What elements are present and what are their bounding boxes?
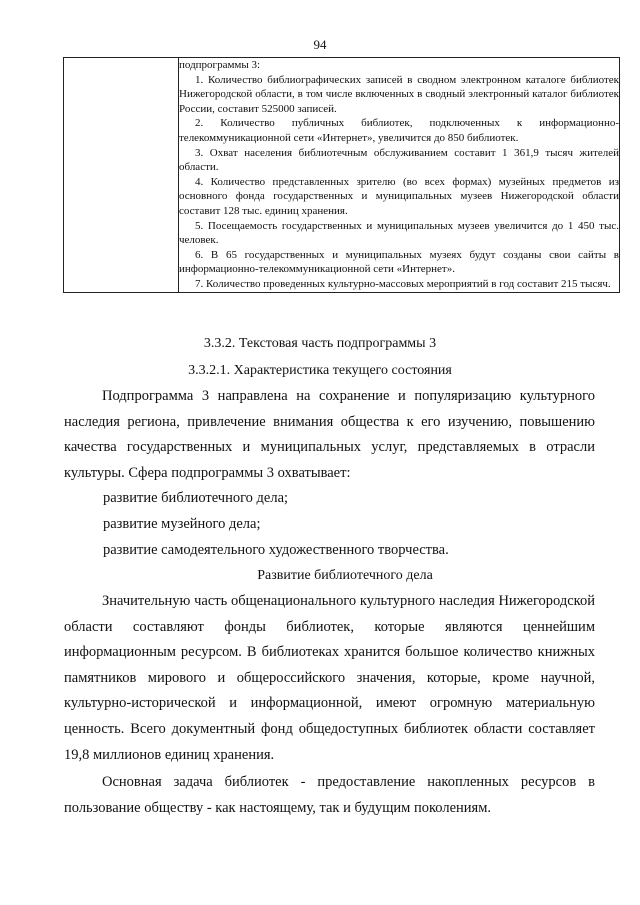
- paragraph-main-task: Основная задача библиотек - предоставление накопленных ресурсов в пользование обществу - как настоящему, так и будущим поколениям.: [64, 774, 595, 816]
- indicator-item-1: 1. Количество библиографических записей в сводном электронном каталоге библиотек Нижегородской области, в том числе включенных в сводный электронный каталог библиотек России, составит 525000 записей.: [179, 73, 619, 115]
- table-row: [64, 58, 620, 293]
- table-intro: подпрограммы 3:: [179, 59, 261, 71]
- page-number: 94: [313, 37, 327, 52]
- section-title: 3.3.2. Текстовая часть подпрограммы 3: [203, 336, 437, 351]
- indicator-item-6: 6. В 65 государственных и муниципальных музеях будут созданы свои сайты в информационно-телекоммуникационной сети «Интернет».: [179, 248, 619, 276]
- indicator-item-2: 2. Количество публичных библиотек, подключенных к информационно-телекоммуникационной сети «Интернет», увеличится до 850 библиотек.: [179, 117, 619, 144]
- paragraph-intro: Подпрограмма 3 направлена на сохранение и популяризацию культурного наследия региона, привлечение внимания общества к его изучению, повышению качества государственных и муниципальных услуг, представляемых в отрасли культуры. Сфера подпрограммы 3 охватывает:: [64, 388, 595, 481]
- indicator-item-4: 4. Количество представленных зрителю (во всех формах) музейных предметов из основного фонда государственных и муниципальных музеев Нижегородской области составит 128 тыс. единиц хранения.: [179, 175, 619, 217]
- list-item-library: развитие библиотечного дела;: [103, 490, 289, 506]
- table-cell-empty: [64, 58, 179, 293]
- paragraph-library-funds: Значительную часть общенационального культурного наследия Нижегородской области составляют фонды библиотек, которые являются ценнейшим информационным ресурсом. В библиотеках хранится большое количество книжных памятников мирового и общероссийского значения, которые, кроме научной, культурно-исторической и информационной, имеют огромную материальную ценность. Всего документный фонд общедоступных библиотек области составляет 19,8 миллионов единиц хранения.: [64, 593, 595, 763]
- list-item-amateur-art: развитие самодеятельного художественного творчества.: [103, 542, 449, 558]
- indicator-item-5: 5. Посещаемость государственных и муниципальных музеев увеличится до 1 450 тыс. человек.: [179, 219, 619, 247]
- library-heading: Развитие библиотечного дела: [257, 568, 433, 583]
- indicators-table: [63, 57, 620, 293]
- subsection-title: 3.3.2.1. Характеристика текущего состояния: [188, 363, 452, 378]
- list-item-museum: развитие музейного дела;: [103, 516, 261, 532]
- table-cell-indicators: [179, 58, 620, 293]
- indicator-item-3: 3. Охват населения библиотечным обслуживанием составит 1 361,9 тысяч жителей области.: [179, 146, 619, 174]
- indicator-item-7: 7. Количество проведенных культурно-массовых мероприятий в год составит 215 тысяч.: [195, 277, 611, 290]
